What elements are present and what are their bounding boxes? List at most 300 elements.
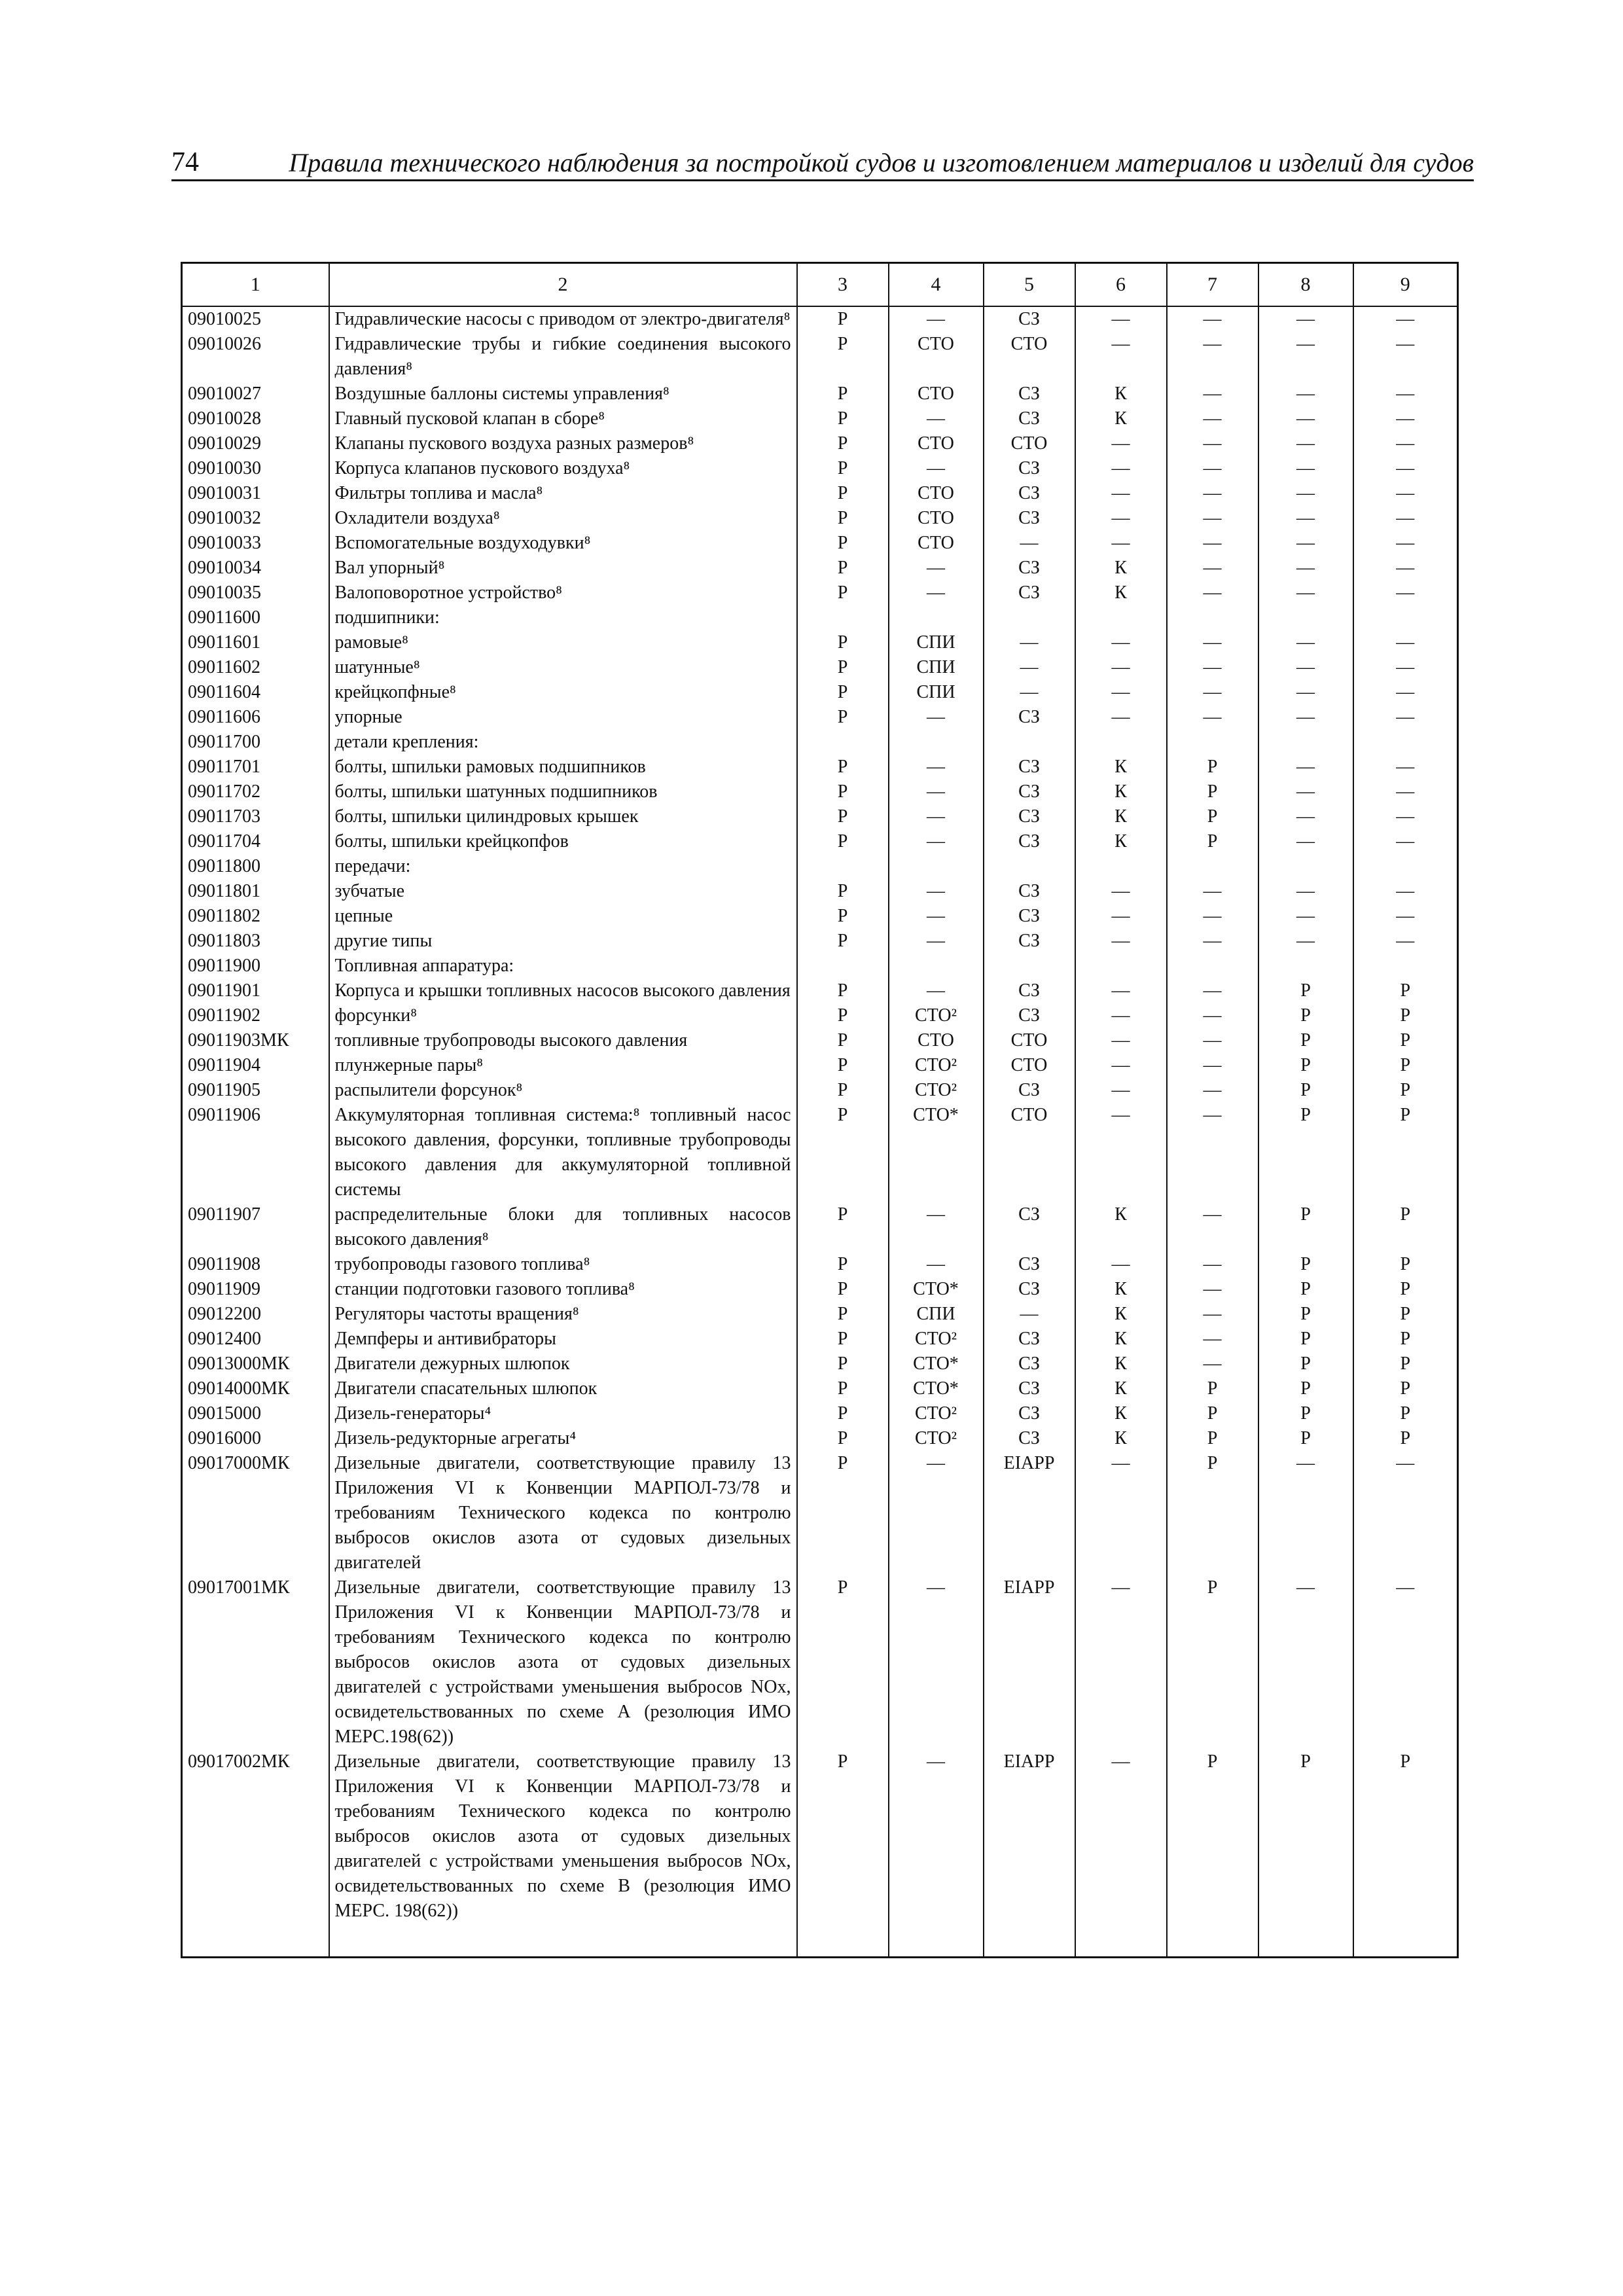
col8-cell: Р	[1258, 1053, 1353, 1078]
table-row	[182, 1028, 1458, 1053]
col4-cell: СТО*	[889, 1352, 984, 1376]
col8-cell: Р	[1258, 1352, 1353, 1376]
description-cell: Аккумуляторная топливная система:⁸ топливный насос высокого давления, форсунки, топливные трубопроводы высокого давления для аккумуляторной топливной системы	[329, 1103, 797, 1202]
col4-cell: —	[889, 456, 984, 481]
col3-cell: Р	[797, 1401, 889, 1426]
col3-cell: Р	[797, 406, 889, 431]
col3-cell: Р	[797, 879, 889, 904]
col7-cell: —	[1167, 581, 1258, 605]
code-cell: 09013000МК	[182, 1352, 329, 1376]
col4-cell: СТО	[889, 481, 984, 506]
code-cell: 09011803	[182, 929, 329, 954]
col6-cell: —	[1075, 1028, 1167, 1053]
col6-cell: —	[1075, 1451, 1167, 1575]
col5-cell: СЗ	[984, 382, 1075, 406]
col3-cell: Р	[797, 1426, 889, 1451]
col6-cell: —	[1075, 705, 1167, 730]
col6-cell: —	[1075, 1078, 1167, 1103]
col8-cell: —	[1258, 680, 1353, 705]
code-cell: 09011901	[182, 978, 329, 1003]
table-row	[182, 1078, 1458, 1103]
col7-cell: —	[1167, 431, 1258, 456]
code-cell: 09011604	[182, 680, 329, 705]
col9-cell	[1353, 605, 1458, 630]
col4-cell: —	[889, 1202, 984, 1252]
description-cell: Топливная аппаратура:	[329, 954, 797, 978]
col4-cell: СТО	[889, 332, 984, 382]
col5-cell: —	[984, 680, 1075, 705]
col8-cell: Р	[1258, 1401, 1353, 1426]
description-cell: Регуляторы частоты вращения⁸	[329, 1302, 797, 1327]
table-row	[182, 1749, 1458, 1924]
col8-cell: Р	[1258, 1302, 1353, 1327]
col6-cell: К	[1075, 1401, 1167, 1426]
table-row	[182, 581, 1458, 605]
col7-cell: —	[1167, 680, 1258, 705]
col5-cell: СЗ	[984, 1327, 1075, 1352]
col5-cell: СЗ	[984, 1078, 1075, 1103]
col6-cell: —	[1075, 456, 1167, 481]
col9-cell: —	[1353, 904, 1458, 929]
col6-cell: —	[1075, 1749, 1167, 1924]
col9-cell: —	[1353, 680, 1458, 705]
col5-cell: СТО	[984, 1103, 1075, 1202]
col8-cell: Р	[1258, 1252, 1353, 1277]
col5-cell: —	[984, 630, 1075, 655]
description-cell: Дизельные двигатели, соответствующие правилу 13 Приложения VI к Конвенции МАРПОЛ-73/78 и требованиям Технического кодекса по контролю выбросов окислов азота от судовых дизельных двигателей с устройствами уменьшения выбросов NOx, освидетельствованных по схеме В (резолюция ИМО МЕРС. 198(62))	[329, 1749, 797, 1924]
col3-cell: Р	[797, 655, 889, 680]
description-cell: Главный пусковой клапан в сборе⁸	[329, 406, 797, 431]
col9-cell: Р	[1353, 1103, 1458, 1202]
col6-cell: К	[1075, 1202, 1167, 1252]
col5-cell: СЗ	[984, 1401, 1075, 1426]
col5-cell: СЗ	[984, 1277, 1075, 1302]
col7-cell: —	[1167, 1078, 1258, 1103]
col6-cell: —	[1075, 655, 1167, 680]
table-row	[182, 1426, 1458, 1451]
table-row	[182, 1252, 1458, 1277]
col4-cell: СТО	[889, 431, 984, 456]
table-row	[182, 431, 1458, 456]
table-row	[182, 1202, 1458, 1252]
col5-cell	[984, 954, 1075, 978]
code-cell: 09010031	[182, 481, 329, 506]
description-cell: плунжерные пары⁸	[329, 1053, 797, 1078]
table-row	[182, 1053, 1458, 1078]
col8-cell: —	[1258, 306, 1353, 332]
col7-cell: —	[1167, 929, 1258, 954]
col8-cell: —	[1258, 556, 1353, 581]
col5-cell: —	[984, 1302, 1075, 1327]
col6-cell: —	[1075, 332, 1167, 382]
description-cell: крейцкопфные⁸	[329, 680, 797, 705]
col3-cell: Р	[797, 1376, 889, 1401]
col3-cell: Р	[797, 431, 889, 456]
col3-cell	[797, 730, 889, 755]
empty-cell	[797, 1924, 889, 1958]
table-row	[182, 1103, 1458, 1202]
col9-cell: Р	[1353, 1401, 1458, 1426]
col8-cell: —	[1258, 431, 1353, 456]
table-row	[182, 1302, 1458, 1327]
col7-cell: —	[1167, 1327, 1258, 1352]
col9-cell	[1353, 854, 1458, 879]
col8-cell: —	[1258, 1575, 1353, 1749]
col-header-5: 5	[984, 263, 1075, 307]
col6-cell: К	[1075, 581, 1167, 605]
empty-cell	[329, 1924, 797, 1958]
col7-cell	[1167, 605, 1258, 630]
col9-cell: —	[1353, 705, 1458, 730]
code-cell: 09017002МК	[182, 1749, 329, 1924]
col4-cell: —	[889, 929, 984, 954]
col3-cell: Р	[797, 904, 889, 929]
col5-cell	[984, 854, 1075, 879]
col9-cell: —	[1353, 481, 1458, 506]
col9-cell: —	[1353, 306, 1458, 332]
col9-cell: —	[1353, 1575, 1458, 1749]
col3-cell: Р	[797, 1028, 889, 1053]
col4-cell: СТО²	[889, 1078, 984, 1103]
description-cell: Двигатели дежурных шлюпок	[329, 1352, 797, 1376]
col3-cell	[797, 954, 889, 978]
description-cell: Дизель-генераторы⁴	[329, 1401, 797, 1426]
code-cell: 09010027	[182, 382, 329, 406]
description-cell: трубопроводы газового топлива⁸	[329, 1252, 797, 1277]
table-row	[182, 680, 1458, 705]
table-row	[182, 556, 1458, 581]
page-header	[171, 143, 1474, 181]
col5-cell: СЗ	[984, 904, 1075, 929]
col4-cell: СПИ	[889, 630, 984, 655]
code-cell: 09010025	[182, 306, 329, 332]
code-cell: 09011601	[182, 630, 329, 655]
col7-cell: Р	[1167, 1575, 1258, 1749]
table-row	[182, 1352, 1458, 1376]
col5-cell: СЗ	[984, 705, 1075, 730]
table-row	[182, 1451, 1458, 1575]
code-cell: 09011903МК	[182, 1028, 329, 1053]
col6-cell: —	[1075, 481, 1167, 506]
code-cell: 09010033	[182, 531, 329, 556]
table-row	[182, 481, 1458, 506]
description-cell: зубчатые	[329, 879, 797, 904]
col3-cell: Р	[797, 456, 889, 481]
col4-cell: СПИ	[889, 680, 984, 705]
col6-cell: К	[1075, 382, 1167, 406]
col4-cell: —	[889, 755, 984, 780]
col3-cell: Р	[797, 332, 889, 382]
col8-cell: —	[1258, 929, 1353, 954]
col7-cell: Р	[1167, 1426, 1258, 1451]
col6-cell	[1075, 605, 1167, 630]
col9-cell: Р	[1353, 978, 1458, 1003]
table-row	[182, 854, 1458, 879]
description-cell: распределительные блоки для топливных насосов высокого давления⁸	[329, 1202, 797, 1252]
code-cell: 09011800	[182, 854, 329, 879]
col6-cell: К	[1075, 1277, 1167, 1302]
col4-cell: СТО²	[889, 1327, 984, 1352]
table-row	[182, 730, 1458, 755]
col9-cell: —	[1353, 630, 1458, 655]
col7-cell: —	[1167, 332, 1258, 382]
table-filler-row	[182, 1924, 1458, 1958]
col4-cell: СТО*	[889, 1376, 984, 1401]
col7-cell: Р	[1167, 804, 1258, 829]
code-cell: 09015000	[182, 1401, 329, 1426]
col6-cell: К	[1075, 1352, 1167, 1376]
col4-cell: —	[889, 1749, 984, 1924]
col6-cell: —	[1075, 929, 1167, 954]
description-cell: Корпуса и крышки топливных насосов высокого давления	[329, 978, 797, 1003]
col9-cell: —	[1353, 755, 1458, 780]
col3-cell: Р	[797, 1252, 889, 1277]
code-cell: 09011701	[182, 755, 329, 780]
col9-cell: Р	[1353, 1749, 1458, 1924]
code-cell: 09011703	[182, 804, 329, 829]
table-row	[182, 879, 1458, 904]
col8-cell	[1258, 730, 1353, 755]
col5-cell: СЗ	[984, 929, 1075, 954]
col8-cell: Р	[1258, 1426, 1353, 1451]
col9-cell: —	[1353, 780, 1458, 804]
col3-cell: Р	[797, 780, 889, 804]
col6-cell: —	[1075, 1252, 1167, 1277]
col7-cell: —	[1167, 406, 1258, 431]
col5-cell: —	[984, 531, 1075, 556]
col-header-1: 1	[182, 263, 329, 307]
col3-cell: Р	[797, 1103, 889, 1202]
col9-cell: Р	[1353, 1277, 1458, 1302]
col7-cell: —	[1167, 506, 1258, 531]
col9-cell: —	[1353, 929, 1458, 954]
table-row	[182, 306, 1458, 332]
col3-cell: Р	[797, 829, 889, 854]
col4-cell: СТО²	[889, 1401, 984, 1426]
col3-cell: Р	[797, 929, 889, 954]
col9-cell: —	[1353, 556, 1458, 581]
col8-cell: Р	[1258, 978, 1353, 1003]
col8-cell: —	[1258, 780, 1353, 804]
col4-cell: —	[889, 556, 984, 581]
col7-cell	[1167, 730, 1258, 755]
col-header-7: 7	[1167, 263, 1258, 307]
col8-cell: Р	[1258, 1103, 1353, 1202]
col7-cell: Р	[1167, 829, 1258, 854]
col8-cell: —	[1258, 456, 1353, 481]
col6-cell	[1075, 854, 1167, 879]
code-cell: 09010026	[182, 332, 329, 382]
code-cell: 09011704	[182, 829, 329, 854]
col4-cell: СТО²	[889, 1053, 984, 1078]
col8-cell: —	[1258, 382, 1353, 406]
col5-cell: СЗ	[984, 406, 1075, 431]
col7-cell: —	[1167, 1053, 1258, 1078]
col7-cell: —	[1167, 1252, 1258, 1277]
col7-cell: —	[1167, 904, 1258, 929]
col9-cell: —	[1353, 456, 1458, 481]
col5-cell: EIAPP	[984, 1451, 1075, 1575]
description-cell: болты, шпильки крейцкопфов	[329, 829, 797, 854]
col9-cell: Р	[1353, 1376, 1458, 1401]
table-row	[182, 1277, 1458, 1302]
col5-cell: СТО	[984, 431, 1075, 456]
code-cell: 09011702	[182, 780, 329, 804]
col7-cell: —	[1167, 1352, 1258, 1376]
col4-cell: —	[889, 804, 984, 829]
code-cell: 09011902	[182, 1003, 329, 1028]
col4-cell: —	[889, 904, 984, 929]
col4-cell: СТО²	[889, 1426, 984, 1451]
col9-cell: Р	[1353, 1053, 1458, 1078]
col6-cell: К	[1075, 1426, 1167, 1451]
col3-cell: Р	[797, 1277, 889, 1302]
col4-cell	[889, 730, 984, 755]
table-row	[182, 780, 1458, 804]
description-cell: Дизель-редукторные агрегаты⁴	[329, 1426, 797, 1451]
table-row	[182, 382, 1458, 406]
col7-cell: Р	[1167, 780, 1258, 804]
col4-cell: СТО*	[889, 1277, 984, 1302]
col7-cell: —	[1167, 556, 1258, 581]
col4-cell	[889, 954, 984, 978]
col3-cell: Р	[797, 481, 889, 506]
code-cell: 09011906	[182, 1103, 329, 1202]
col8-cell: —	[1258, 655, 1353, 680]
col4-cell: —	[889, 978, 984, 1003]
col7-cell: Р	[1167, 1401, 1258, 1426]
col7-cell: Р	[1167, 1376, 1258, 1401]
col5-cell: EIAPP	[984, 1749, 1075, 1924]
col8-cell: —	[1258, 1451, 1353, 1575]
col4-cell	[889, 854, 984, 879]
code-cell: 09017001МК	[182, 1575, 329, 1749]
col7-cell: —	[1167, 456, 1258, 481]
col3-cell: Р	[797, 978, 889, 1003]
col3-cell: Р	[797, 1352, 889, 1376]
col7-cell: —	[1167, 705, 1258, 730]
table-body	[182, 306, 1458, 1958]
col6-cell: —	[1075, 506, 1167, 531]
description-cell: болты, шпильки цилиндровых крышек	[329, 804, 797, 829]
col3-cell: Р	[797, 382, 889, 406]
table-row	[182, 332, 1458, 382]
description-cell: Корпуса клапанов пускового воздуха⁸	[329, 456, 797, 481]
table-row	[182, 1003, 1458, 1028]
col8-cell	[1258, 954, 1353, 978]
col5-cell: СЗ	[984, 456, 1075, 481]
col6-cell: К	[1075, 829, 1167, 854]
description-cell: Вспомогательные воздуходувки⁸	[329, 531, 797, 556]
code-cell: 09011905	[182, 1078, 329, 1103]
col9-cell: —	[1353, 531, 1458, 556]
col-header-8: 8	[1258, 263, 1353, 307]
description-cell: топливные трубопроводы высокого давления	[329, 1028, 797, 1053]
col8-cell: —	[1258, 581, 1353, 605]
col5-cell: СТО	[984, 1053, 1075, 1078]
table-row	[182, 506, 1458, 531]
col7-cell: —	[1167, 306, 1258, 332]
col9-cell: Р	[1353, 1302, 1458, 1327]
code-cell: 09010034	[182, 556, 329, 581]
col9-cell	[1353, 730, 1458, 755]
col7-cell: —	[1167, 879, 1258, 904]
col7-cell	[1167, 954, 1258, 978]
col7-cell	[1167, 854, 1258, 879]
description-cell: Двигатели спасательных шлюпок	[329, 1376, 797, 1401]
col6-cell: —	[1075, 531, 1167, 556]
col5-cell: СЗ	[984, 1202, 1075, 1252]
col6-cell: —	[1075, 1103, 1167, 1202]
description-cell: Дизельные двигатели, соответствующие правилу 13 Приложения VI к Конвенции МАРПОЛ-73/78 и требованиям Технического кодекса по контролю выбросов окислов азота от судовых дизельных двигателей	[329, 1451, 797, 1575]
code-cell: 09011907	[182, 1202, 329, 1252]
col3-cell: Р	[797, 630, 889, 655]
col9-cell: Р	[1353, 1078, 1458, 1103]
table-row	[182, 755, 1458, 780]
description-cell: Фильтры топлива и масла⁸	[329, 481, 797, 506]
col3-cell: Р	[797, 1053, 889, 1078]
col3-cell: Р	[797, 1575, 889, 1749]
col7-cell: —	[1167, 1103, 1258, 1202]
col5-cell: СЗ	[984, 829, 1075, 854]
code-cell: 09012400	[182, 1327, 329, 1352]
col6-cell	[1075, 730, 1167, 755]
requirements-table	[181, 262, 1459, 1958]
col9-cell: —	[1353, 506, 1458, 531]
col9-cell: —	[1353, 332, 1458, 382]
col-header-4: 4	[889, 263, 984, 307]
col8-cell: —	[1258, 531, 1353, 556]
table-row	[182, 904, 1458, 929]
col7-cell: —	[1167, 1277, 1258, 1302]
col6-cell: —	[1075, 1053, 1167, 1078]
table-row	[182, 630, 1458, 655]
col5-cell: СЗ	[984, 879, 1075, 904]
col4-cell: СПИ	[889, 655, 984, 680]
col5-cell: СЗ	[984, 755, 1075, 780]
table-row	[182, 705, 1458, 730]
code-cell: 09010032	[182, 506, 329, 531]
col9-cell: —	[1353, 581, 1458, 605]
col9-cell: Р	[1353, 1352, 1458, 1376]
col8-cell: Р	[1258, 1376, 1353, 1401]
code-cell: 09010035	[182, 581, 329, 605]
col4-cell: —	[889, 879, 984, 904]
col6-cell: К	[1075, 780, 1167, 804]
table-row	[182, 1327, 1458, 1352]
col6-cell: К	[1075, 804, 1167, 829]
description-cell: болты, шпильки рамовых подшипников	[329, 755, 797, 780]
description-cell: Охладители воздуха⁸	[329, 506, 797, 531]
code-cell: 09014000МК	[182, 1376, 329, 1401]
table-row	[182, 655, 1458, 680]
col6-cell: —	[1075, 1575, 1167, 1749]
col4-cell: —	[889, 581, 984, 605]
description-cell: упорные	[329, 705, 797, 730]
code-cell: 09012200	[182, 1302, 329, 1327]
col3-cell: Р	[797, 1302, 889, 1327]
description-cell: болты, шпильки шатунных подшипников	[329, 780, 797, 804]
col3-cell: Р	[797, 1202, 889, 1252]
description-cell: другие типы	[329, 929, 797, 954]
code-cell: 09017000МК	[182, 1451, 329, 1575]
col8-cell: Р	[1258, 1749, 1353, 1924]
col5-cell: СЗ	[984, 804, 1075, 829]
description-cell: Валоповоротное устройство⁸	[329, 581, 797, 605]
col5-cell: СТО	[984, 332, 1075, 382]
col6-cell: К	[1075, 556, 1167, 581]
col5-cell: СЗ	[984, 1352, 1075, 1376]
